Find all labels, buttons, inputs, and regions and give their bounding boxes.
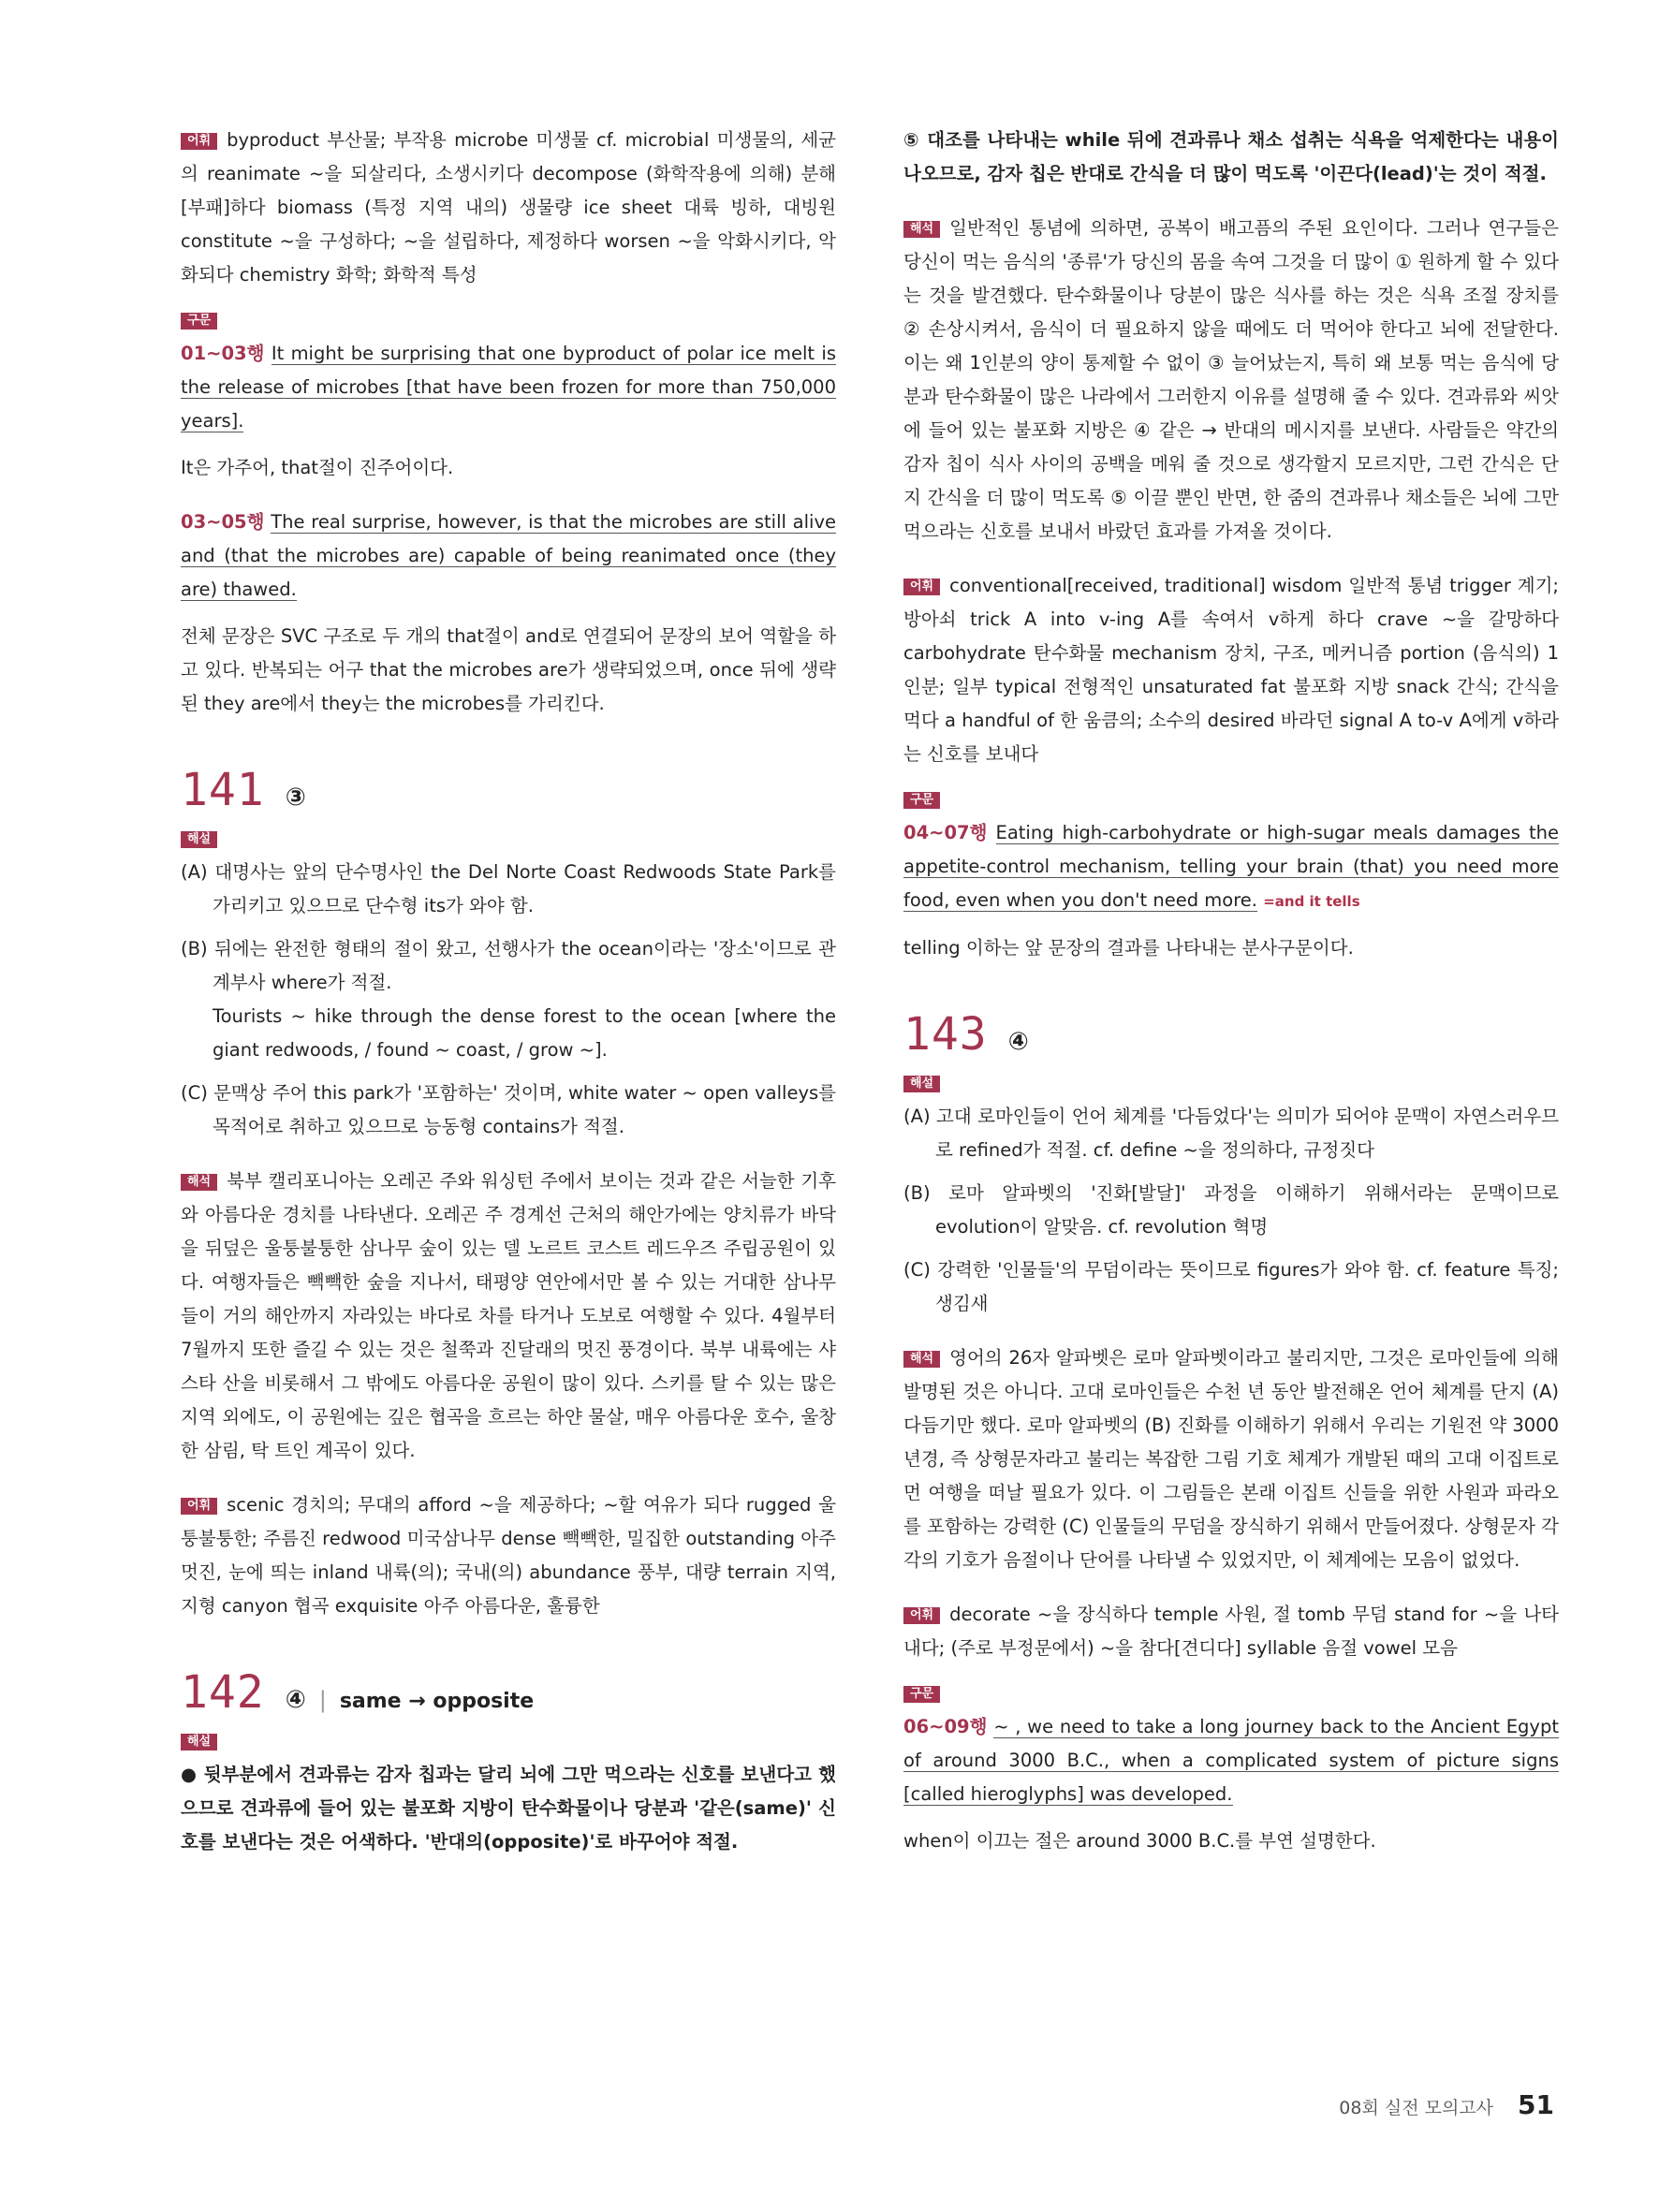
grammar-tag: 구문: [903, 792, 940, 809]
divider: |: [318, 1687, 327, 1713]
explanation-b: (B) 로마 알파벳의 '진화[발달]' 과정을 이해하기 위해서라는 문맥이므로 evolution이 알맞음. cf. revolution 혁명: [903, 1182, 1559, 1238]
vocab-tag: 어휘: [181, 1498, 217, 1515]
explain-tag: 해설: [181, 831, 217, 848]
grammar-note: 전체 문장은 SVC 구조로 두 개의 that절이 and로 연결되어 문장의 보어 역할을 하고 있다. 반복되는 어구 that the microbes are가 생략되었으며, once 뒤에 생략된 they are에서 they는 the microbes를 가리킨다.: [181, 625, 836, 714]
grammar-annotation: =and it tells: [1263, 893, 1360, 910]
correction: same → opposite: [339, 1690, 535, 1713]
explanation-143: [903, 1076, 1559, 1321]
line-range: 06~09행: [903, 1716, 988, 1737]
question-header-141: [181, 764, 836, 816]
line-range: 04~07행: [903, 822, 988, 843]
grammar-sentence: Eating high-carbohydrate or high-sugar meals damages the appetite-control mechanism, telling your brain (that) you need more food, even when you don't need more.: [903, 822, 1559, 911]
vocab-text: scenic 경치의; 무대의 afford ~을 제공하다; ~할 여유가 되다 rugged 울퉁불퉁한; 주름진 redwood 미국삼나무 dense 빽빽한, 밀집한 outstanding 아주 멋진, 눈에 띄는 inland 내륙(의); 국내(의) abundance 풍부, 대량 terrain 지역, 지형 canyon 협곡 exquisite 아주 아름다운, 훌륭한: [181, 1494, 836, 1617]
grammar-sentence: It might be surprising that one byproduct of polar ice melt is the release of microbes [that have been frozen for more than 750,000 years].: [181, 343, 836, 432]
grammar-sentence: The real surprise, however, is that the microbes are still alive and (that the microbes are) capable of being reanimated once (they are) thawed.: [181, 511, 836, 600]
explanation-a: (A) 고대 로마인들이 언어 체계를 '다듬었다'는 의미가 되어야 문맥이 자연스러우므로 refined가 적절. cf. define ~을 정의하다, 규정짓다: [903, 1106, 1559, 1161]
explanation-b-example: Tourists ~ hike through the dense forest to the ocean [where the giant redwoods, / found ~ coast, / grow ~].: [213, 1005, 836, 1061]
grammar-block-3: [903, 792, 1559, 965]
grammar-block-4: [903, 1686, 1559, 1858]
grammar-sentence: ~ , we need to take a long journey back to the Ancient Egypt of around 3000 B.C., when a complicated system of picture signs [called hieroglyphs] was developed.: [903, 1716, 1559, 1805]
explain-tag: 해설: [903, 1076, 940, 1092]
translation-text: 일반적인 통념에 의하면, 공복이 배고픔의 주된 요인이다. 그러나 연구들은 당신이 먹는 음식의 '종류'가 당신의 몸을 속여 그것을 더 많이 ① 원하게 할 수 있다는 것을 발견했다. 탄수화물이나 당분이 많은 식사를 하는 것은 식욕 조절 장치를 ② 손상시켜서, 음식이 더 필요하지 않을 때에도 더 먹어야 한다고 뇌에 전달한다. 이는 왜 1인분의 양이 통제할 수 없이 ③ 늘어났는지, 특히 왜 보통 먹는 음식에 당분과 탄수화물이 많은 나라에서 그러한지 이유를 설명해 줄 수 있다. 견과류와 씨앗에 들어 있는 불포화 지방은 ④ 같은 → 반대의 메시지를 보낸다. 사람들은 약간의 감자 칩이 식사 사이의 공백을 메워 줄 것으로 생각할지 모르지만, 그런 간식은 단지 간식을 더 많이 먹도록 ⑤ 이끌 뿐인 반면, 한 줌의 견과류나 채소들은 뇌에 그만 먹으라는 신호를 보내서 바랐던 효과를 가져올 것이다.: [903, 217, 1559, 542]
explanation-b: (B) 뒤에는 완전한 형태의 절이 왔고, 선행사가 the ocean이라는 '장소'이므로 관계부사 where가 적절.: [181, 938, 836, 993]
vocab-text: byproduct 부산물; 부작용 microbe 미생물 cf. microbial 미생물의, 세균의 reanimate ~을 되살리다, 소생시키다 decompose (화학작용에 의해) 분해[부패]하다 biomass (특정 지역 내의) 생물량 ice sheet 대륙 빙하, 대빙원 constitute ~을 구성하다; ~을 설립하다, 제정하다 worsen ~을 악화시키다, 악화되다 chemistry 화학; 화학적 특성: [181, 129, 836, 286]
translation-143: [903, 1341, 1559, 1577]
explanation-c: (C) 문맥상 주어 this park가 '포함하는' 것이며, white water ~ open valleys를 목적어로 취하고 있으므로 능동형 contains가 적절.: [181, 1082, 836, 1137]
translation-text: 영어의 26자 알파벳은 로마 알파벳이라고 불리지만, 그것은 로마인들에 의해 발명된 것은 아니다. 고대 로마인들은 수천 년 동안 발전해온 언어 체계를 단지 (A) 다듬기만 했다. 로마 알파벳의 (B) 진화를 이해하기 위해서 우리는 기원전 약 3000년경, 즉 상형문자라고 불리는 복잡한 그림 기호 체계가 개발된 때의 고대 이집트로 먼 여행을 떠날 필요가 있다. 이 그림들은 본래 이집트 신들을 위한 사원과 파라오를 포함하는 강력한 (C) 인물들의 무덤을 장식하기 위해서 만들어졌다. 상형문자 각각의 기호가 음절이나 단어를 나타낼 수 있었지만, 이 체계에는 모음이 없었다.: [903, 1347, 1559, 1571]
question-header-143: [903, 1008, 1559, 1061]
answer-mark: ③: [285, 784, 306, 812]
answer-mark: ④: [1007, 1028, 1029, 1056]
left-column: [181, 124, 836, 1880]
question-header-142: [181, 1666, 836, 1719]
question-number: 141: [181, 764, 265, 816]
line-range: 03~05행: [181, 511, 265, 533]
explanation-142-cont: [903, 124, 1559, 191]
question-number: 142: [181, 1666, 265, 1719]
answer-mark: ④: [285, 1686, 306, 1714]
vocab-tag: 어휘: [903, 1607, 940, 1624]
trans-tag: 해석: [903, 221, 940, 238]
grammar-note: when이 이끄는 절은 around 3000 B.C.를 부연 설명한다.: [903, 1830, 1376, 1852]
line-range: 01~03행: [181, 343, 265, 364]
vocab-block-142: [903, 569, 1559, 771]
vocab-block-141: [181, 1488, 836, 1623]
translation-text: 북부 캘리포니아는 오레곤 주와 워싱턴 주에서 보이는 것과 같은 서늘한 기후와 아름다운 경치를 나타낸다. 오레곤 주 경계선 근처의 해안가에는 양치류가 바닥을 뒤덮은 울퉁불퉁한 삼나무 숲이 있는 델 노르트 코스트 레드우즈 주립공원이 있다. 여행자들은 빽빽한 숲을 지나서, 태평양 연안에서만 볼 수 있는 거대한 삼나무들이 거의 해안까지 자라있는 바다로 차를 타거나 도보로 여행할 수 있다. 4월부터 7월까지 또한 즐길 수 있는 것은 철쭉과 진달래의 멋진 풍경이다. 북부 내륙에는 샤스타 산을 비롯해서 그 밖에도 아름다운 공원이 많이 있다. 스키를 탈 수 있는 많은 지역 외에도, 이 공원에는 깊은 협곡을 흐르는 하얀 물살, 매우 아름다운 호수, 울창한 삼림, 탁 트인 계곡이 있다.: [181, 1170, 836, 1461]
footer-label: 08회 실전 모의고사: [1339, 2098, 1494, 2118]
vocab-text: decorate ~을 장식하다 temple 사원, 절 tomb 무덤 stand for ~을 나타내다; (주로 부정문에서) ~을 참다[견디다] syllable 음절 vowel 모음: [903, 1604, 1559, 1659]
trans-tag: 해석: [903, 1351, 940, 1368]
vocab-block-140: [181, 124, 836, 292]
translation-142: [903, 212, 1559, 549]
explanation-c: (C) 강력한 '인물들'의 무덤이라는 뜻이므로 figures가 와야 함. cf. feature 특징; 생김새: [903, 1259, 1559, 1314]
question-number: 143: [903, 1008, 988, 1061]
explanation-text: ⑤ 대조를 나타내는 while 뒤에 견과류나 채소 섭취는 식욕을 억제한다는 내용이 나오므로, 감자 칩은 반대로 간식을 더 많이 먹도록 '이끈다(lead)'는 것이 적절.: [903, 129, 1559, 184]
page-number: 51: [1518, 2089, 1554, 2120]
grammar-block-2: [181, 505, 836, 721]
vocab-block-143: [903, 1598, 1559, 1665]
grammar-tag: 구문: [181, 313, 217, 330]
explanation-a: (A) 대명사는 앞의 단수명사인 the Del Norte Coast Redwoods State Park를 가리키고 있으므로 단수형 its가 와야 함.: [181, 861, 836, 916]
explain-tag: 해설: [181, 1734, 217, 1751]
page-footer: [1339, 2089, 1554, 2120]
grammar-note: It은 가주어, that절이 진주어이다.: [181, 457, 454, 478]
explanation-text: ● 뒷부분에서 견과류는 감자 칩과는 달리 뇌에 그만 먹으라는 신호를 보낸다고 했으므로 견과류에 들어 있는 불포화 지방이 탄수화물이나 당분과 '같은(same)' 신호를 보낸다는 것은 어색하다. '반대의(opposite)'로 바꾸어야 적절.: [181, 1764, 836, 1853]
grammar-note: telling 이하는 앞 문장의 결과를 나타내는 분사구문이다.: [903, 937, 1354, 959]
explanation-142: [181, 1734, 836, 1859]
vocab-tag: 어휘: [903, 579, 940, 595]
grammar-tag: 구문: [903, 1686, 940, 1703]
vocab-tag: 어휘: [181, 133, 217, 150]
explanation-141: [181, 831, 836, 1144]
translation-141: [181, 1165, 836, 1468]
vocab-text: conventional[received, traditional] wisdom 일반적 통념 trigger 계기; 방아쇠 trick A into v-ing A를 속여서 v하게 하다 crave ~을 갈망하다 carbohydrate 탄수화물 mechanism 장치, 구조, 메커니즘 portion (음식의) 1인분; 일부 typical 전형적인 unsaturated fat 불포화 지방 snack 간식; 간식을 먹다 a handful of 한 움큼의; 소수의 desired 바라던 signal A to-v A에게 v하라는 신호를 보내다: [903, 575, 1559, 765]
right-column: [903, 124, 1559, 1879]
grammar-block-1: [181, 313, 836, 485]
trans-tag: 해석: [181, 1174, 217, 1191]
